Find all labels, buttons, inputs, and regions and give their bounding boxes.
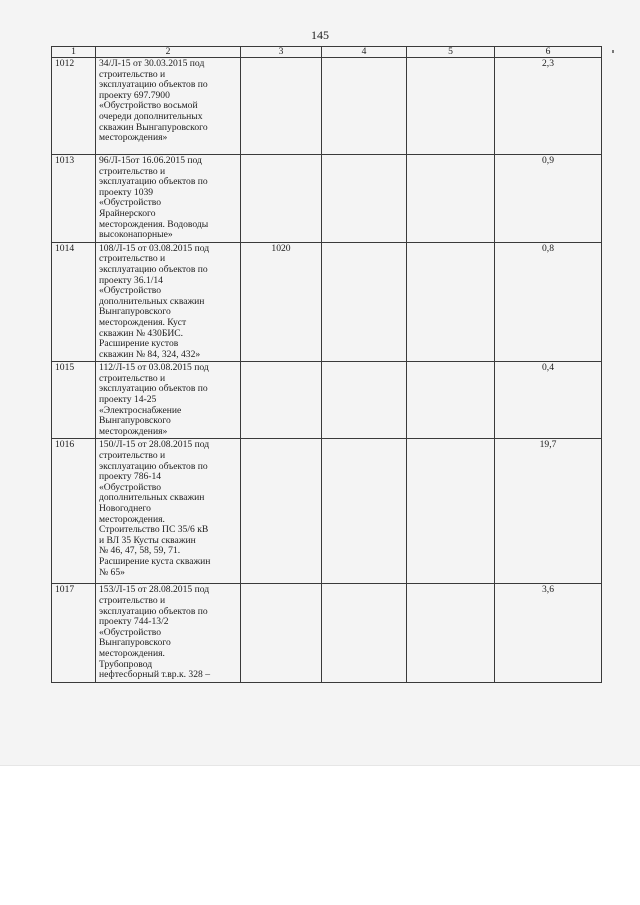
row-number: 1014 [52,242,96,362]
table-row [52,584,602,682]
cell-col4 [322,584,407,682]
row-description: 96/Л-15от 16.06.2015 под строительство и эксплуатацию объектов по проекту 1039 «Обустройство Ярайнерского месторождения. Водоводы высоконапорные» [96,155,241,243]
row-description: 34/Л-15 от 30.03.2015 под строительство и эксплуатацию объектов по проекту 697.7900 «Обустройство восьмой очереди дополнительных скважин Вынгапуровского месторождения» [96,58,241,155]
cell-col5 [407,58,495,155]
row-number: 1016 [52,439,96,584]
row-description: 108/Л-15 от 03.08.2015 под строительство и эксплуатацию объектов по проекту 36.1/14 «Обустройство дополнительных скважин Вынгапуровского месторождения. Куст скважин № 430БИС. Расширение кустов скважин № 84, 324, 432» [96,242,241,362]
row-number: 1013 [52,155,96,243]
row-number: 1012 [52,58,96,155]
cell-col6: 19,7 [495,439,602,584]
column-header: 1 [52,47,96,58]
column-header: 2 [96,47,241,58]
margin-mark [612,50,614,53]
table-row [52,155,602,243]
column-header: 4 [322,47,407,58]
cell-col4 [322,58,407,155]
cell-col3 [241,439,322,584]
column-header: 5 [407,47,495,58]
cell-col6: 3,6 [495,584,602,682]
cell-col6: 0,9 [495,155,602,243]
cell-col3 [241,155,322,243]
table-row [52,58,602,155]
column-header: 3 [241,47,322,58]
cell-col5 [407,242,495,362]
header-row [52,47,602,58]
cell-col3: 1020 [241,242,322,362]
cell-col6: 0,8 [495,242,602,362]
table-row [52,362,602,439]
row-description: 112/Л-15 от 03.08.2015 под строительство и эксплуатацию объектов по проекту 14-25 «Электроснабжение Вынгапуровского месторождения» [96,362,241,439]
cell-col3 [241,58,322,155]
cell-col4 [322,439,407,584]
row-description: 153/Л-15 от 28.08.2015 под строительство и эксплуатацию объектов по проекту 744-13/2 «Обустройство Вынгапуровского месторождения. Трубопровод нефтесборный т.вр.к. 328 – [96,584,241,682]
cell-col4 [322,155,407,243]
cell-col5 [407,439,495,584]
cell-col5 [407,155,495,243]
table-row [52,242,602,362]
cell-col3 [241,362,322,439]
cell-col6: 2,3 [495,58,602,155]
cell-col5 [407,584,495,682]
register-table [51,46,602,683]
table-row [52,439,602,584]
column-header: 6 [495,47,602,58]
cell-col4 [322,362,407,439]
cell-col6: 0,4 [495,362,602,439]
page-number: 145 [311,28,329,42]
row-number: 1017 [52,584,96,682]
row-number: 1015 [52,362,96,439]
cell-col5 [407,362,495,439]
row-description: 150/Л-15 от 28.08.2015 под строительство и эксплуатацию объектов по проекту 786-14 «Обустройство дополнительных скважин Новогоднего месторождения. Строительство ПС 35/6 кВ и ВЛ 35 Кусты скважин № 46, 47, 58, 59, 71. Расширение куста скважин № 65» [96,439,241,584]
cell-col4 [322,242,407,362]
cell-col3 [241,584,322,682]
